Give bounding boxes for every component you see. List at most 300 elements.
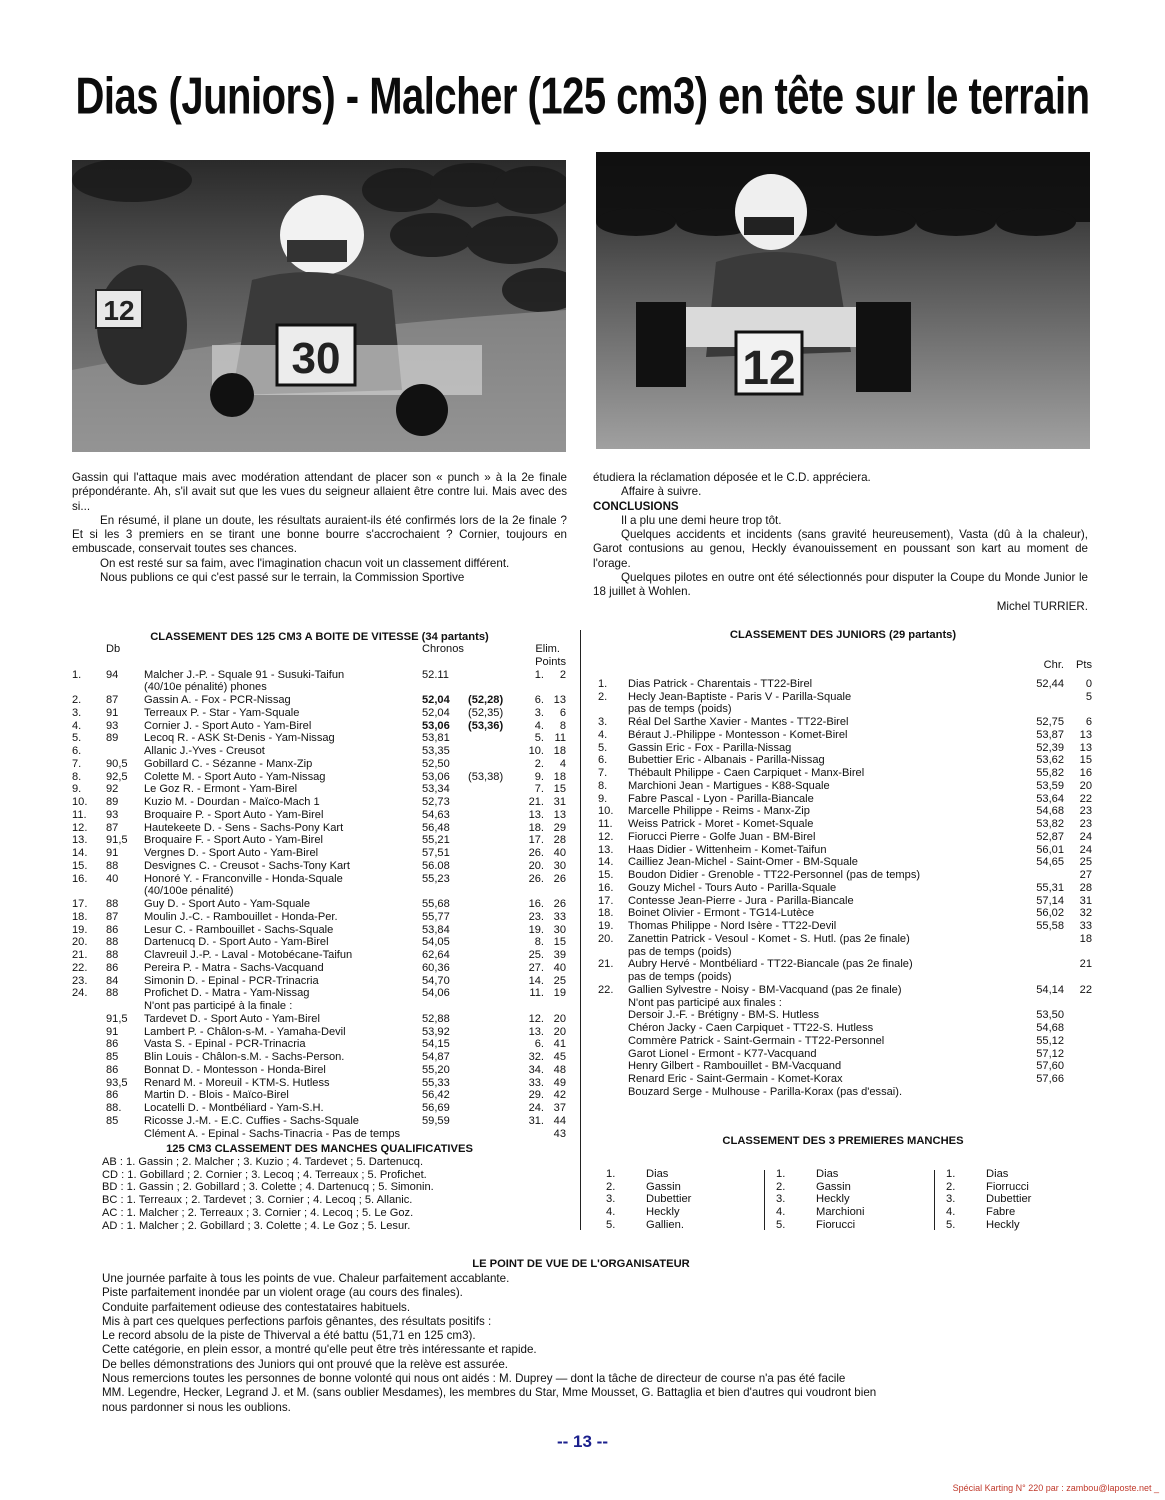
- row-position: 2.: [72, 694, 82, 706]
- row-driver: Allanic J.-Yves - Creusot: [144, 745, 265, 757]
- row-alt-chrono: [462, 758, 514, 771]
- row-chrono: 57,12: [1036, 1047, 1064, 1060]
- row-elim: 26.: [528, 847, 544, 859]
- row-chrono: 53,87: [1036, 728, 1064, 741]
- row-points: 0: [1085, 677, 1092, 690]
- row-points: 48: [553, 1063, 566, 1076]
- row-position: [72, 1128, 102, 1141]
- manches-heading: 125 CM3 CLASSEMENT DES MANCHES QUALIFICATIVES: [166, 1143, 473, 1155]
- row-points: 30: [553, 923, 566, 936]
- row-position: 22.: [598, 983, 614, 996]
- row-dossard: 88: [106, 987, 119, 1000]
- row-points: 29: [553, 821, 566, 834]
- row-chrono: 56.08: [422, 859, 450, 872]
- table-row: [72, 1102, 566, 1115]
- row-elim: 13.: [528, 1025, 544, 1038]
- row-chrono: 54,05: [422, 936, 450, 949]
- row-chrono: 54,63: [422, 808, 450, 821]
- row-chrono: 55,12: [1036, 1034, 1064, 1047]
- row-points: 20: [553, 1012, 566, 1025]
- row-driver: Lambert P. - Châlon-s-M. - Yamaha-Devil: [144, 1025, 346, 1038]
- row-position: 16.: [598, 881, 614, 894]
- cm125-header-row: [72, 643, 566, 656]
- manche-column: [946, 1168, 1096, 1232]
- row-elim: 6.: [534, 694, 544, 706]
- row-position: 18.: [72, 910, 88, 923]
- row-driver: Hecly Jean-Baptiste - Paris V - Parilla-Squale: [628, 690, 852, 703]
- row-driver: Malcher J.-P. - Squale 91 - Susuki-Taifun: [144, 668, 345, 681]
- row-points: 41: [553, 1038, 566, 1051]
- podium-row: [946, 1219, 1031, 1232]
- row-points: 45: [553, 1051, 566, 1063]
- row-position: 10.: [72, 796, 88, 808]
- row-points: [544, 885, 566, 898]
- podium-driver: Marchioni: [816, 1206, 865, 1219]
- row-points: 40: [553, 961, 566, 974]
- row-points: 42: [553, 1089, 566, 1102]
- row-position: [72, 1077, 102, 1090]
- row-driver: Dersoir J.-F. - Brétigny - BM-S. Hutless: [628, 1009, 820, 1022]
- table-row: [598, 1048, 1092, 1061]
- cm125-table: [72, 643, 566, 1140]
- row-driver: Bouzard Serge - Mulhouse - Parilla-Korax (pas d'essai).: [628, 1085, 903, 1098]
- table-row: [598, 844, 1092, 857]
- table-row: [72, 1038, 566, 1051]
- premieres-manches-columns: [606, 1168, 1086, 1232]
- row-dossard: 91: [106, 847, 119, 859]
- table-row: [598, 946, 1092, 959]
- row-chrono: 56,42: [422, 1089, 450, 1102]
- row-chrono: 60,36: [422, 961, 450, 974]
- row-dossard: 93,5: [106, 1076, 128, 1089]
- row-driver: pas de temps (poids): [628, 945, 732, 958]
- row-alt-chrono: [462, 898, 514, 911]
- article-paragraph: Gassin qui l'attaque mais avec modération attendant de placer son « punch » à la 2e finale prépondérante. Ah, s'il avait sut que les vues du seigneur allaient être contre lui. Mais avec des si...: [72, 471, 567, 513]
- row-position: [72, 1013, 102, 1026]
- row-chrono: 55,23: [422, 872, 450, 885]
- row-driver: pas de temps (poids): [628, 703, 732, 716]
- row-alt-chrono: [462, 681, 514, 694]
- row-chrono: [1028, 933, 1064, 946]
- column-divider: [934, 1170, 935, 1230]
- table-row: [598, 1009, 1092, 1022]
- row-position: 19.: [598, 920, 614, 932]
- row-dossard: 93: [106, 719, 119, 732]
- podium-driver: Fiorucci: [816, 1218, 856, 1231]
- row-driver: Dias Patrick - Charentais - TT22-Birel: [628, 677, 813, 690]
- row-driver: (40/10e pénalité) phones: [144, 681, 267, 694]
- podium-row: [946, 1181, 1031, 1194]
- article-paragraph: En résumé, il plane un doute, les résultats auraient-ils été confirmés lors de la 2e finale ? Et si les 3 premiers en se tirant une bonne bourre s'accrochaient ? Cornier, toujours en embuscade, conservait toutes ses chances.: [72, 513, 567, 556]
- row-alt-chrono: [462, 1128, 514, 1141]
- table-row: [72, 669, 566, 682]
- row-elim: 11.: [529, 987, 544, 1000]
- row-chrono: [1028, 703, 1064, 716]
- row-driver: Commère Patrick - Saint-Germain - TT22-Personnel: [628, 1034, 885, 1047]
- row-elim: 34.: [528, 1063, 544, 1076]
- row-driver: Haas Didier - Wittenheim - Komet-Taifun: [628, 843, 827, 856]
- table-row: [72, 975, 566, 988]
- table-row: [72, 822, 566, 835]
- page-number: -- 13 --: [557, 1432, 608, 1451]
- table-row: [598, 971, 1092, 984]
- row-chrono: [1028, 997, 1064, 1010]
- row-position: 14.: [598, 856, 614, 869]
- row-chrono: [422, 1128, 462, 1141]
- podium-driver: Gassin: [646, 1180, 681, 1193]
- kart-number-12: 12: [103, 295, 135, 326]
- table-row: [72, 924, 566, 937]
- table-row: [598, 678, 1092, 691]
- row-driver: Renard Eric - Saint-Germain - Komet-Korax: [628, 1073, 843, 1085]
- article-column-right: [593, 471, 1088, 614]
- row-dossard: 40: [106, 872, 119, 885]
- manche-line: AC : 1. Malcher ; 2. Terreaux ; 3. Cornier ; 4. Lecoq ; 5. Le Goz.: [102, 1206, 414, 1219]
- table-row: [72, 873, 566, 886]
- row-points: 18: [1079, 932, 1092, 945]
- row-position: 17.: [598, 894, 614, 907]
- row-alt-chrono: [462, 885, 514, 898]
- row-alt-chrono: [462, 1102, 514, 1115]
- article-paragraph: Quelques accidents et incidents (sans gravité heureusement), Vasta (dû à la chaleur), Garot contusions au genou, Heckly évanouissement en poussant son kart au moment de l'orage.: [593, 528, 1088, 570]
- row-position: [72, 1064, 102, 1077]
- manche-line: AB : 1. Gassin ; 2. Malcher ; 3. Kuzio ; 4. Tardevet ; 5. Dartenucq.: [102, 1156, 424, 1168]
- row-points: 28: [553, 834, 566, 847]
- podium-rank: 3.: [946, 1193, 956, 1206]
- podium-rank: 5.: [606, 1218, 616, 1231]
- row-elim: 8.: [534, 936, 544, 949]
- row-chrono: 53,50: [1036, 1009, 1064, 1022]
- row-driver: (40/100e pénalité): [144, 885, 234, 898]
- manche-line: AD : 1. Malcher ; 2. Gobillard ; 3. Colette ; 4. Le Goz ; 5. Lesur.: [102, 1219, 411, 1232]
- row-position: 1.: [598, 677, 608, 690]
- table-row: [72, 1013, 566, 1026]
- manches-list: [102, 1156, 434, 1232]
- row-points: [1064, 997, 1092, 1010]
- row-position: 11.: [598, 818, 613, 830]
- row-points: 24: [1079, 843, 1092, 856]
- row-chrono: 55,77: [422, 910, 450, 923]
- podium-driver: Dias: [986, 1168, 1009, 1180]
- table-row: [598, 716, 1092, 729]
- row-elim: 27.: [528, 961, 544, 974]
- row-chrono: 52,44: [1036, 677, 1064, 690]
- article-author: Michel TURRIER.: [996, 599, 1088, 613]
- row-driver: Gallien Sylvestre - Noisy - BM-Vacquand (pas 2e finale): [628, 983, 902, 996]
- row-points: 25: [553, 974, 566, 987]
- row-position: 9.: [598, 792, 608, 805]
- row-elim: 7.: [534, 783, 544, 796]
- row-points: 20: [1079, 779, 1092, 792]
- organisateur-line: Le record absolu de la piste de Thiverval a été battu (51,71 en 125 cm3).: [102, 1329, 476, 1343]
- table-row: [598, 1035, 1092, 1048]
- row-points: 19: [553, 987, 566, 1000]
- row-elim: 24.: [528, 1102, 544, 1114]
- row-alt-chrono: (53,36): [468, 719, 504, 732]
- row-points: 23: [1079, 805, 1092, 818]
- row-position: [598, 971, 628, 984]
- row-driver: Fiorucci Pierre - Golfe Juan - BM-Birel: [628, 830, 816, 843]
- row-alt-chrono: [462, 783, 514, 796]
- row-chrono: 53,64: [1036, 792, 1064, 805]
- podium-driver: Gassin: [816, 1180, 851, 1193]
- photo-right: [596, 152, 1090, 449]
- row-elim: 5.: [534, 732, 544, 745]
- table-row: [598, 767, 1092, 780]
- row-position: 19.: [72, 923, 88, 936]
- podium-driver: Heckly: [646, 1206, 680, 1219]
- table-row: [598, 1060, 1092, 1073]
- table-row: [72, 1077, 566, 1090]
- row-points: [544, 1000, 566, 1013]
- row-alt-chrono: [462, 1051, 514, 1064]
- row-driver: Boinet Olivier - Ermont - TG14-Lutèce: [628, 907, 814, 920]
- row-position: [72, 1038, 102, 1051]
- row-elim: 12.: [528, 1012, 544, 1025]
- row-elim: 6.: [534, 1038, 544, 1051]
- row-driver: Marcelle Philippe - Reims - Manx-Zip: [628, 805, 810, 818]
- row-position: [72, 681, 102, 694]
- podium-row: [776, 1168, 865, 1181]
- table-row: [72, 898, 566, 911]
- row-position: [598, 1022, 628, 1035]
- podium-row: [946, 1193, 1031, 1206]
- row-chrono: 53,06: [422, 719, 450, 732]
- table-row: [598, 818, 1092, 831]
- podium-rank: 2.: [776, 1180, 786, 1193]
- row-driver: Tardevet D. - Sport Auto - Yam-Birel: [144, 1012, 320, 1025]
- row-alt-chrono: [462, 1000, 514, 1013]
- row-points: [544, 681, 566, 694]
- row-points: 5: [1085, 690, 1092, 703]
- row-dossard: 87: [106, 910, 119, 923]
- manche-podium: [776, 1168, 865, 1232]
- table-row: [598, 754, 1092, 767]
- row-points: 26: [553, 872, 566, 885]
- row-position: 13.: [72, 834, 88, 847]
- manche-line: BD : 1. Gassin ; 2. Gobillard ; 3. Colette ; 4. Dartenucq ; 5. Simonin.: [102, 1181, 434, 1194]
- col-header-points: Points: [535, 655, 566, 668]
- row-points: 13: [1079, 741, 1092, 754]
- row-points: [1064, 971, 1092, 984]
- row-dossard: 85: [106, 1114, 119, 1127]
- row-chrono: [1028, 691, 1064, 704]
- organisateur-line: Conduite parfaitement odieuse des contestataires habituels.: [102, 1300, 411, 1314]
- conclusions-heading: CONCLUSIONS: [593, 499, 679, 513]
- row-points: 15: [1079, 754, 1092, 767]
- row-position: [72, 1000, 102, 1013]
- row-dossard: 91: [106, 706, 119, 719]
- row-position: 20.: [72, 936, 88, 949]
- row-driver: Honoré Y. - Franconville - Honda-Squale: [144, 872, 343, 885]
- table-row: [598, 780, 1092, 793]
- row-dossard: 89: [106, 732, 119, 745]
- row-chrono: 54,87: [422, 1051, 450, 1063]
- row-position: 12.: [72, 821, 88, 834]
- podium-row: [776, 1206, 865, 1219]
- row-elim: 17.: [528, 834, 544, 847]
- table-row: [72, 783, 566, 796]
- row-elim: 4.: [534, 719, 544, 732]
- podium-row: [946, 1168, 1031, 1181]
- row-chrono: 53,84: [422, 923, 450, 936]
- row-elim: 21.: [528, 796, 544, 808]
- row-points: 31: [1079, 894, 1092, 907]
- col-header-chr: Chr.: [1043, 659, 1064, 671]
- row-driver: Desvignes C. - Creusot - Sachs-Tony Kart: [144, 859, 350, 872]
- row-elim: 13.: [528, 808, 544, 821]
- row-alt-chrono: (52,28): [468, 694, 504, 706]
- row-points: 23: [1079, 818, 1092, 830]
- row-alt-chrono: [462, 860, 514, 873]
- row-driver: Locatelli D. - Montbéliard - Yam-S.H.: [144, 1102, 324, 1114]
- organisateur-line: Mis à part ces quelques perfections parfois gênantes, des résultats positifs :: [102, 1314, 492, 1328]
- manche-column: [606, 1168, 756, 1232]
- row-position: 8.: [598, 779, 608, 792]
- row-chrono: 55,68: [422, 898, 450, 910]
- row-dossard: [102, 681, 144, 694]
- row-chrono: [1028, 1086, 1064, 1099]
- row-position: 12.: [598, 830, 614, 843]
- row-dossard: 91,5: [106, 834, 128, 847]
- row-driver: Blin Louis - Châlon-s.M. - Sachs-Person.: [144, 1051, 345, 1063]
- table-row: [72, 1026, 566, 1039]
- row-driver: Hautekeete D. - Sens - Sachs-Pony Kart: [144, 821, 344, 834]
- row-chrono: 56,02: [1036, 907, 1064, 920]
- organisateur-line: Piste parfaitement inondée par un violent orage (au cours des finales).: [102, 1286, 463, 1300]
- row-points: 15: [553, 936, 566, 949]
- row-driver: Guy D. - Sport Auto - Yam-Squale: [144, 898, 311, 910]
- row-alt-chrono: [462, 822, 514, 835]
- table-row: [72, 771, 566, 784]
- row-chrono: 53,82: [1036, 818, 1064, 830]
- row-dossard: [102, 1000, 144, 1013]
- row-driver: Bubettier Eric - Albanais - Parilla-Nissag: [628, 754, 825, 767]
- row-points: 16: [1079, 767, 1092, 779]
- row-position: [598, 703, 628, 716]
- row-driver: Simonin D. - Epinal - PCR-Trinacria: [144, 974, 319, 987]
- page-title: Dias (Juniors) - Malcher (125 cm3) en tête sur le terrain: [75, 68, 1090, 126]
- podium-row: [946, 1206, 1031, 1219]
- article-paragraph: Il a plu une demi heure trop tôt.: [621, 513, 782, 527]
- row-position: [598, 1060, 628, 1073]
- row-position: 5.: [598, 741, 608, 754]
- table-row: [72, 1064, 566, 1077]
- row-position: 21.: [598, 958, 614, 971]
- podium-rank: 2.: [606, 1180, 616, 1193]
- row-driver: Réal Del Sarthe Xavier - Mantes - TT22-Birel: [628, 716, 849, 728]
- organisateur-line: Cette catégorie, en plein essor, a montré qu'elle peut être très intéressante et rapide.: [102, 1343, 537, 1357]
- row-points: 49: [553, 1076, 566, 1089]
- podium-rank: 4.: [946, 1206, 956, 1219]
- row-position: 23.: [72, 974, 88, 987]
- row-alt-chrono: [462, 732, 514, 745]
- row-driver: Gassin Eric - Fox - Parilla-Nissag: [628, 741, 792, 754]
- row-points: 18: [553, 745, 566, 757]
- table-row: [598, 1022, 1092, 1035]
- row-elim: 1.: [534, 668, 544, 681]
- row-chrono: 53,59: [1036, 779, 1064, 792]
- row-points: 43: [553, 1127, 566, 1140]
- row-position: 7.: [72, 757, 82, 770]
- podium-row: [606, 1193, 691, 1206]
- photo-left: [72, 160, 566, 452]
- row-alt-chrono: [462, 962, 514, 975]
- manche-column: [776, 1168, 926, 1232]
- row-position: 20.: [598, 932, 614, 945]
- row-driver: Kuzio M. - Dourdan - Maïco-Mach 1: [144, 796, 320, 808]
- row-chrono: 53,35: [422, 745, 450, 757]
- row-position: [598, 1048, 628, 1061]
- row-elim: 29.: [528, 1089, 544, 1102]
- podium-driver: Fabre: [986, 1206, 1016, 1219]
- table-row: [598, 1086, 1092, 1099]
- row-position: 3.: [598, 716, 608, 728]
- row-driver: Thomas Philippe - Nord Isère - TT22-Devil: [628, 920, 837, 932]
- row-position: 17.: [72, 898, 88, 910]
- row-chrono: 55,33: [422, 1076, 450, 1089]
- table-row: [598, 1073, 1092, 1086]
- row-chrono: 52,75: [1036, 716, 1064, 728]
- row-elim: 2.: [534, 757, 544, 770]
- podium-rank: 4.: [776, 1206, 786, 1219]
- table-row: [72, 809, 566, 822]
- table-row: [598, 907, 1092, 920]
- row-chrono: 54,65: [1036, 856, 1064, 869]
- podium-driver: Dias: [816, 1168, 839, 1180]
- footer-credit: Spécial Karting N° 220 par : zambou@laposte.net _: [952, 1483, 1159, 1493]
- row-chrono: 52,87: [1036, 830, 1064, 843]
- col-header-pts: Pts: [1075, 659, 1092, 671]
- row-alt-chrono: [462, 1089, 514, 1102]
- row-alt-chrono: (52,35): [468, 706, 504, 719]
- row-chrono: 59,59: [422, 1114, 450, 1127]
- row-position: [598, 1035, 628, 1048]
- table-row: [72, 707, 566, 720]
- row-chrono: 54,70: [422, 974, 450, 987]
- row-dossard: 92,5: [106, 770, 128, 783]
- row-dossard: 94: [106, 668, 119, 681]
- row-position: 10.: [598, 805, 614, 818]
- row-position: 1.: [72, 668, 82, 681]
- row-points: 8: [559, 719, 566, 732]
- row-position: [598, 997, 628, 1010]
- row-alt-chrono: [462, 834, 514, 847]
- podium-rank: 2.: [946, 1180, 956, 1193]
- row-points: 30: [553, 859, 566, 872]
- row-alt-chrono: [462, 1064, 514, 1077]
- row-driver: Vergnes D. - Sport Auto - Yam-Birel: [144, 847, 319, 859]
- row-points: 39: [553, 949, 566, 961]
- row-dossard: 86: [106, 1063, 119, 1076]
- row-points: 22: [1079, 983, 1092, 996]
- row-position: 14.: [72, 847, 88, 859]
- table-row: [72, 758, 566, 771]
- podium-driver: Heckly: [986, 1218, 1020, 1231]
- row-position: 9.: [72, 783, 82, 796]
- podium-row: [776, 1181, 865, 1194]
- row-chrono: 54,68: [1036, 805, 1064, 818]
- manche-podium: [946, 1168, 1031, 1232]
- row-driver: Béraut J.-Philippe - Montesson - Komet-Birel: [628, 728, 848, 741]
- row-elim: 33.: [528, 1076, 544, 1089]
- table-row: [72, 860, 566, 873]
- row-points: 33: [553, 910, 566, 923]
- podium-driver: Fiorrucci: [986, 1180, 1029, 1193]
- podium-row: [606, 1219, 691, 1232]
- podium-rank: 1.: [776, 1168, 786, 1180]
- row-driver: Henry Gilbert - Rambouillet - BM-Vacquand: [628, 1060, 842, 1073]
